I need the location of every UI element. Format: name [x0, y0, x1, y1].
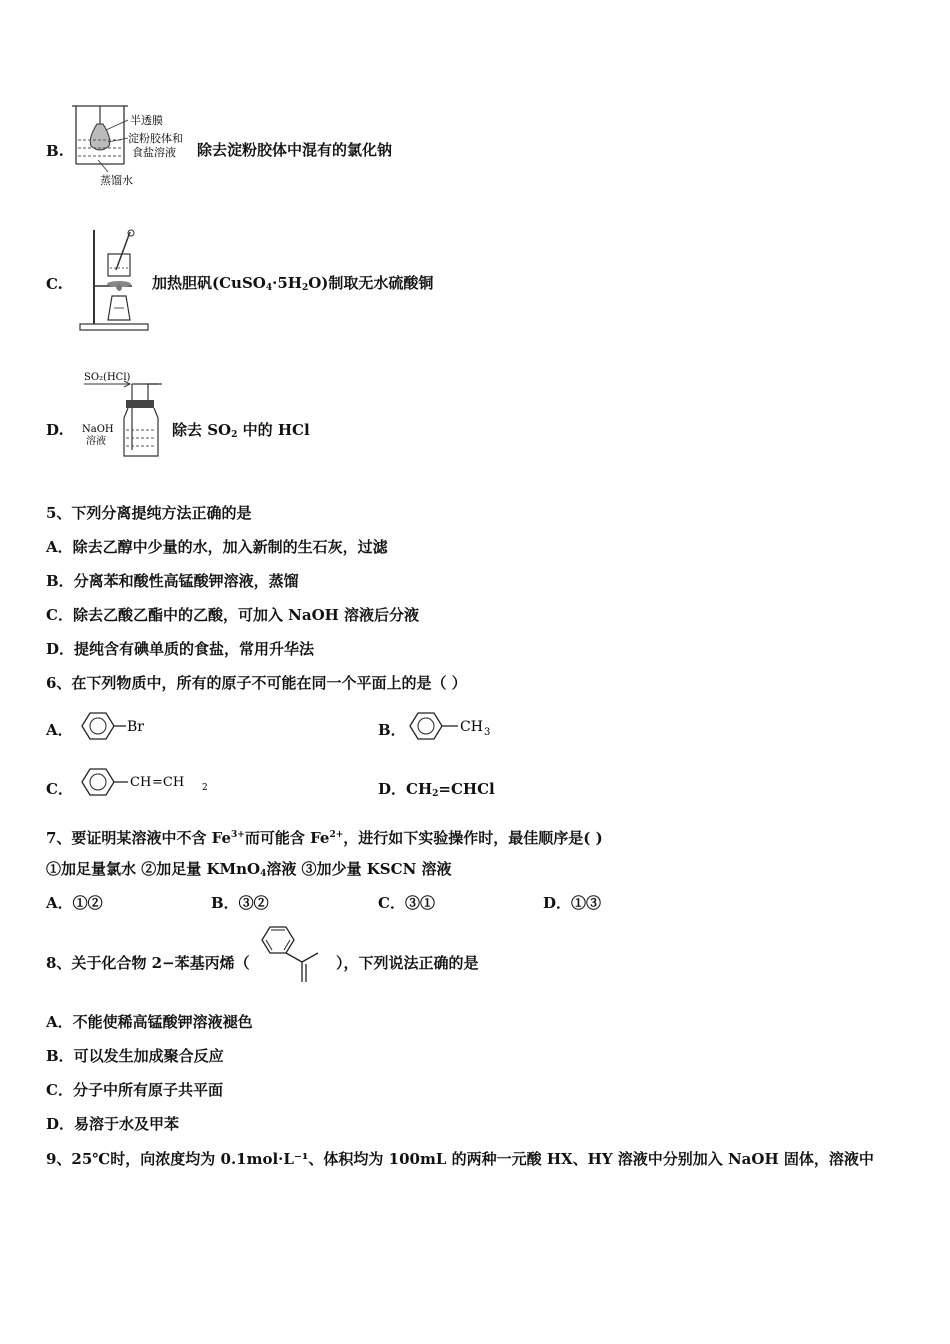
q5-option-a: A．除去乙醇中少量的水，加入新制的生石灰，过滤: [46, 538, 388, 556]
methyl-label: CH: [460, 719, 483, 735]
q5-option-d: D．提纯含有碘单质的食盐，常用升华法: [46, 640, 315, 658]
q7-steps: ①加足量氯水 ②加足量 KMnO$_4$溶液 ③加少量 KSCN 溶液: [46, 860, 452, 879]
q8-option-d: D．易溶于水及甲苯: [46, 1115, 180, 1133]
q5-stem: 5、下列分离提纯方法正确的是: [46, 504, 252, 522]
q7-option-a: A．①②: [46, 894, 103, 912]
q8-stem-part2: ），下列说法正确的是: [336, 954, 479, 972]
bromo-label: Br: [127, 719, 144, 735]
q6-stem: 6、在下列物质中，所有的原子不可能在同一个平面上的是（ ）: [46, 674, 467, 692]
methyl-subscript: 3: [484, 727, 491, 738]
dialysis-figure: [68, 100, 196, 190]
styrene-structure: [76, 766, 216, 800]
colloid-label-1: 淀粉胶体和: [128, 132, 183, 145]
q8-option-c: C．分子中所有原子共平面: [46, 1081, 223, 1099]
vinyl-subscript: 2: [202, 783, 208, 793]
option-d-text: 除去 $SO_2$ 中的 HCl: [172, 421, 310, 440]
q5-option-c: C．除去乙酸乙酯中的乙酸，可加入 NaOH 溶液后分液: [46, 606, 420, 624]
option-b-text: 除去淀粉胶体中混有的氯化钠: [197, 141, 393, 159]
gas-label: SO₂(HCl): [84, 372, 131, 383]
option-b-letter: B.: [46, 142, 64, 160]
q9-stem: 9、25℃时，向浓度均为 0.1mol·L⁻¹、体积均为 100mL 的两种一元酸 HX、HY 溶液中分别加入 NaOH 固体，溶液中: [46, 1150, 874, 1168]
naoh-label-1: NaOH: [82, 424, 114, 435]
q7-stem: 7、要证明某溶液中不含 $Fe^{3+}$而可能含 $Fe^{2+}$，进行如下实验操作时，最佳顺序是( ): [46, 829, 603, 847]
q8-stem-part1: 8、关于化合物 2−苯基丙烯（: [46, 954, 250, 972]
q8-option-a: A．不能使稀高锰酸钾溶液褪色: [46, 1013, 253, 1031]
option-c-letter: C.: [46, 275, 63, 293]
toluene-structure: [404, 708, 500, 744]
phenylpropene-structure: [256, 922, 336, 986]
q7-option-c: C．③①: [378, 894, 435, 912]
q5-option-b: B．分离苯和酸性高锰酸钾溶液，蒸馏: [46, 572, 299, 590]
q8-option-b: B．可以发生加成聚合反应: [46, 1047, 224, 1065]
q6-option-c-letter: C．: [46, 780, 73, 798]
q6-option-a-letter: A．: [46, 721, 73, 739]
q6-option-d: D．$CH_2=CHCl$: [378, 780, 495, 799]
gas-washing-figure: [80, 366, 172, 462]
vinyl-ch-label: CH: [130, 775, 152, 790]
q7-option-d: D．①③: [543, 894, 602, 912]
naoh-label-2: 溶液: [86, 436, 106, 447]
option-c-text: 加热胆矾$(CuSO_4\cdot 5H_2O)$制取无水硫酸铜: [152, 274, 434, 293]
bromobenzene-structure: [76, 708, 156, 744]
colloid-label-2: 食盐溶液: [132, 146, 176, 159]
membrane-label: 半透膜: [130, 114, 163, 127]
heating-apparatus-figure: [76, 224, 152, 334]
q7-option-b: B．③②: [211, 894, 269, 912]
q6-option-b-letter: B．: [378, 721, 406, 739]
vinyl-ch2-label: =CH: [152, 775, 185, 790]
option-d-letter: D.: [46, 421, 64, 439]
water-label: 蒸馏水: [100, 174, 133, 187]
